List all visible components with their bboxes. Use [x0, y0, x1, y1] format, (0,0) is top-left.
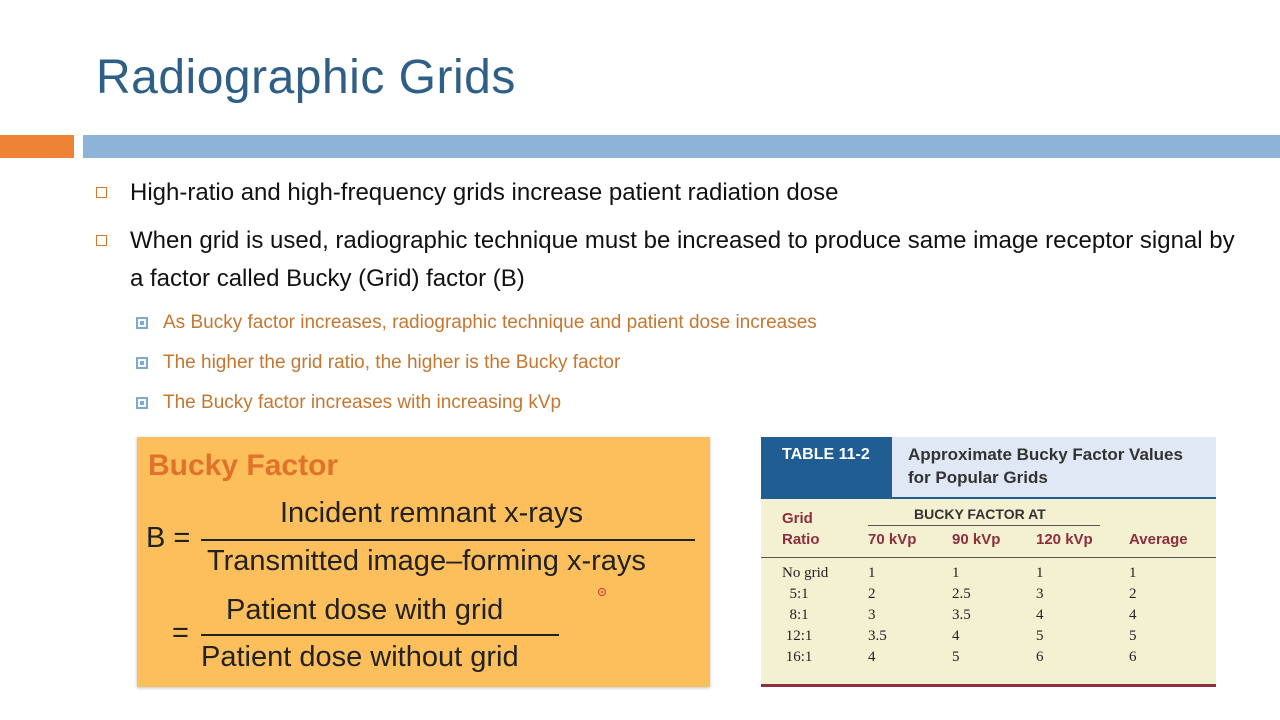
- group-header-underline: [868, 525, 1100, 526]
- table-header-rule: [761, 557, 1216, 558]
- sub-bullet-text: The higher the grid ratio, the higher is the Bucky factor: [163, 352, 621, 373]
- table-cell: 8:1: [782, 607, 809, 623]
- formula-denominator-1: Transmitted image–forming x-rays: [207, 545, 646, 577]
- square-sub-bullet-icon: [136, 317, 148, 329]
- table-cell: 2.5: [952, 586, 971, 602]
- table-cell: 5: [1129, 628, 1137, 644]
- table-cell: 6: [1036, 649, 1044, 665]
- col-header-grid: Grid: [782, 510, 813, 527]
- formula-denominator-2: Patient dose without grid: [201, 641, 519, 673]
- title-accent-bar-blue: [83, 135, 1280, 158]
- table-cell: 3: [1036, 586, 1044, 602]
- table-cell: 1: [868, 565, 876, 581]
- square-bullet-icon: [96, 235, 107, 246]
- table-cell: 5: [1036, 628, 1044, 644]
- formula-equals-2: =: [172, 617, 189, 649]
- table-top-rule: [761, 497, 1216, 499]
- bullet-item: [96, 174, 1236, 212]
- sub-bullet-item: [136, 350, 620, 376]
- table-cell: 5:1: [782, 586, 809, 602]
- table-cell: 1: [1129, 565, 1137, 581]
- table-cell: 2: [1129, 586, 1137, 602]
- table-cell: 4: [1129, 607, 1137, 623]
- col-header: 120 kVp: [1036, 531, 1093, 548]
- formula-numerator-1: Incident remnant x-rays: [280, 497, 584, 529]
- table-cell: 2: [868, 586, 876, 602]
- square-sub-bullet-icon: [136, 357, 148, 369]
- table-badge: [761, 437, 892, 497]
- table-cell: 16:1: [782, 649, 813, 665]
- col-header: 90 kVp: [952, 531, 1001, 548]
- table-badge-label: TABLE 11-2: [782, 446, 870, 463]
- table-bottom-rule: [761, 684, 1216, 687]
- table-cell: 12:1: [782, 628, 813, 644]
- slide-title: Radiographic Grids: [96, 51, 516, 104]
- table-caption-line-1: Approximate Bucky Factor Values: [908, 445, 1183, 464]
- bullet-text: When grid is used, radiographic technique must be increased to produce same image receptor signal by a factor called Bucky (Grid) factor (B): [130, 227, 1235, 292]
- table-cell: 4: [1036, 607, 1044, 623]
- formula-lhs: B =: [146, 522, 191, 554]
- table-cell: 1: [952, 565, 960, 581]
- table-caption-line-2: for Popular Grids: [908, 468, 1048, 487]
- group-header: BUCKY FACTOR AT: [914, 506, 1046, 522]
- bucky-factor-formula: [137, 437, 710, 687]
- sub-bullet-text: The Bucky factor increases with increasing kVp: [163, 392, 562, 413]
- table-cell: 5: [952, 649, 960, 665]
- sub-bullet-item: [136, 310, 817, 336]
- table-cell: 6: [1129, 649, 1137, 665]
- bucky-factor-table: [761, 437, 1216, 687]
- bullet-item: [96, 222, 1236, 298]
- formula-numerator-2: Patient dose with grid: [226, 594, 504, 626]
- col-header: Average: [1129, 531, 1188, 548]
- sub-bullet-text: As Bucky factor increases, radiographic technique and patient dose increases: [163, 312, 817, 333]
- table-cell: 3.5: [868, 628, 887, 644]
- table-caption: [892, 437, 1216, 497]
- col-header-ratio: Ratio: [782, 531, 820, 548]
- square-bullet-icon: [96, 187, 107, 198]
- pointer-cursor-icon: [598, 588, 606, 596]
- table-cell: 3.5: [952, 607, 971, 623]
- fraction-bar-2: [201, 634, 559, 636]
- table-cell: 1: [1036, 565, 1044, 581]
- table-cell: 4: [952, 628, 960, 644]
- table-cell: 4: [868, 649, 876, 665]
- fraction-bar-1: [201, 539, 695, 541]
- table-cell: No grid: [782, 565, 829, 581]
- table-cell: 3: [868, 607, 876, 623]
- formula-heading: Bucky Factor: [148, 449, 339, 482]
- title-accent-bar-orange: [0, 135, 74, 158]
- col-header: 70 kVp: [868, 531, 917, 548]
- sub-bullet-item: [136, 390, 561, 416]
- bullet-text: High-ratio and high-frequency grids increase patient radiation dose: [130, 179, 839, 206]
- square-sub-bullet-icon: [136, 397, 148, 409]
